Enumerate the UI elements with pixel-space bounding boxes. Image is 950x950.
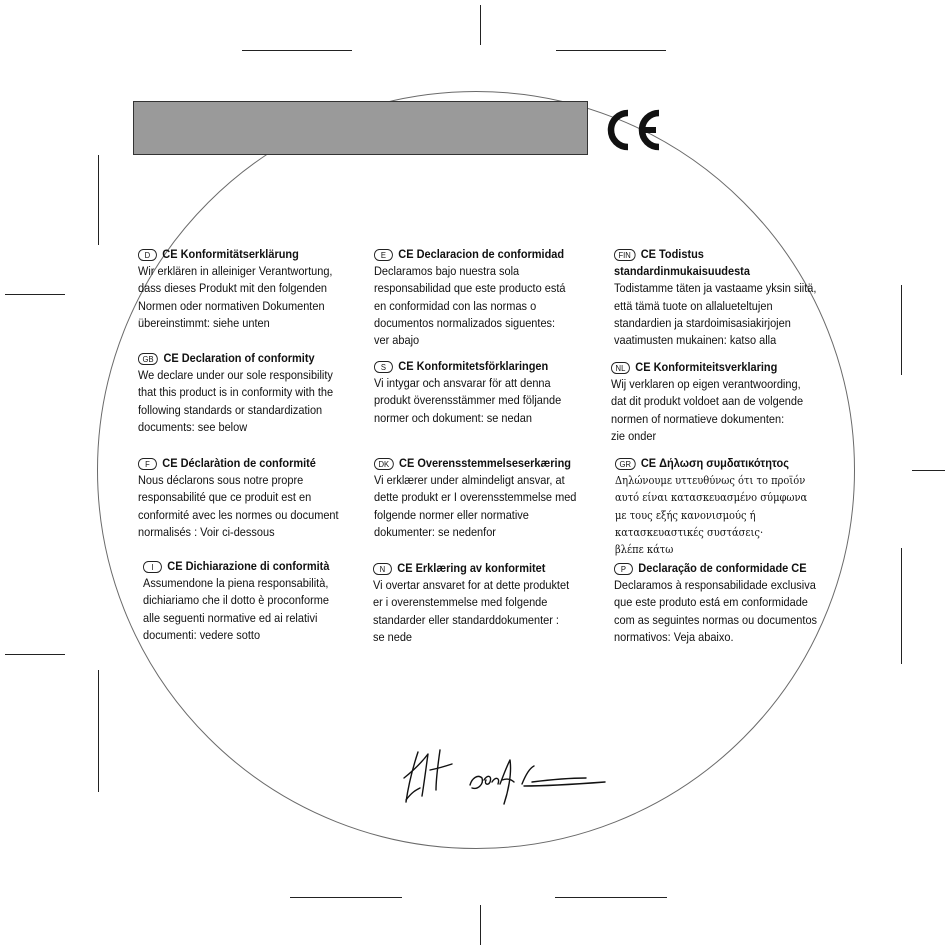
declaration-line: dette produkt er I overensstemmelse med <box>374 490 577 505</box>
declaration-title: Declaração de conformidade CE <box>638 561 807 575</box>
signature-image <box>400 740 615 810</box>
declaration-line: Declaramos bajo nuestra sola <box>374 264 520 279</box>
declaration-title-continued: standardinmukaisuudesta <box>614 264 750 279</box>
declaration-line: se nede <box>373 629 413 644</box>
crop-mark-right-mid <box>912 470 945 471</box>
declaration-e <box>374 246 565 349</box>
declaration-gr <box>615 455 807 558</box>
country-code-badge: I <box>143 561 162 573</box>
declaration-line: que este produto está em conformidade <box>614 595 808 610</box>
country-code-badge: F <box>138 458 157 470</box>
declaration-line: documentos normalizados siguentes: <box>374 315 556 330</box>
declaration-nl <box>611 359 803 445</box>
declaration-line: dokumenter: se nedenfor <box>374 524 496 539</box>
declaration-line: Vi erklærer under almindeligt ansvar, at <box>374 473 565 488</box>
declaration-line: Wir erklären in alleiniger Verantwortung, <box>138 264 333 279</box>
crop-mark-top <box>480 5 481 45</box>
declaration-line: ver abajo <box>374 333 420 348</box>
crop-mark-bottom <box>480 905 481 945</box>
crop-mark-bottom-left <box>290 897 402 898</box>
country-code-badge: P <box>614 563 633 575</box>
country-code-badge: S <box>374 361 393 373</box>
declaration-title: CE Konformiteitsverklaring <box>635 360 778 374</box>
declaration-title: CE Erklæring av konformitet <box>397 561 546 575</box>
declaration-title: CE Overensstemmelseserkæring <box>399 456 571 470</box>
declaration-line: dat dit produkt voldoet aan de volgende <box>611 394 804 409</box>
crop-mark-left-a <box>5 294 65 295</box>
country-code-badge: DK <box>374 458 394 470</box>
declaration-title: CE Konformitätserklärung <box>162 247 299 261</box>
declaration-title: CE Dichiarazione di conformità <box>167 559 330 573</box>
declaration-line: βλέπε κάτω <box>615 543 674 557</box>
declaration-line: αυτό είναι κατασκευασμένο σύμφωνα <box>615 491 808 505</box>
declaration-line: übereinstimmt: siehe unten <box>138 315 270 330</box>
declaration-line: We declare under our sole responsibility <box>138 368 333 383</box>
crop-mark-left-b <box>5 654 65 655</box>
declaration-line: Wij verklaren op eigen verantwoording, <box>611 377 801 392</box>
declaration-line: responsabilidad que este producto está <box>374 281 566 296</box>
declaration-title: CE Déclaràtion de conformité <box>162 456 316 470</box>
declaration-line: vaatimusten mukainen: katso alla <box>614 333 777 348</box>
declaration-line: normen of normatieve dokumenten: <box>611 411 785 426</box>
crop-mark-right-lower <box>901 548 902 664</box>
declaration-line: Δηλώνουμε υττευθύνως ότι το προϊόν <box>615 474 806 488</box>
declaration-line: that this product is in conformity with the <box>138 385 334 400</box>
declaration-line: dass dieses Produkt mit den folgenden <box>138 281 328 296</box>
declaration-line: responsabilité que ce produit est en <box>138 490 312 505</box>
declaration-line: Todistamme täten ja vastaame yksin siitä, <box>614 281 817 296</box>
declaration-line: Vi overtar ansvaret for at dette produktet <box>373 578 570 593</box>
declaration-line: com as seguintes normas ou documentos <box>614 612 818 627</box>
declaration-title: CE Δήλωση συμδατικότητος <box>640 456 789 470</box>
declaration-s <box>374 358 561 427</box>
declaration-gb <box>138 350 333 436</box>
declaration-line: en conformidad con las normas o <box>374 298 537 313</box>
declaration-line: dichiariamo che il dotto è proconforme <box>143 593 329 608</box>
declaration-line: er i overenstemmelse med folgende <box>373 595 548 610</box>
ce-mark-logo <box>599 103 663 157</box>
declaration-title: CE Todistus <box>640 247 704 261</box>
declaration-title: CE Declaracion de conformidad <box>398 247 565 261</box>
declaration-f <box>138 455 339 541</box>
declaration-title: CE Konformitetsförklaringen <box>398 359 549 373</box>
declaration-line: κατασκευαστικές συστάσεις· <box>615 525 764 539</box>
declaration-line: conformité avec les normes ou document <box>138 507 339 522</box>
declaration-line: folgende normer eller normative <box>374 507 529 522</box>
declaration-p <box>614 560 817 646</box>
declaration-line: Assumendone la piena responsabilità, <box>143 576 329 591</box>
declaration-dk <box>374 455 576 541</box>
country-code-badge: NL <box>611 362 630 374</box>
country-code-badge: N <box>373 563 392 575</box>
crop-mark-top-left <box>242 50 352 51</box>
crop-mark-top-right <box>556 50 666 51</box>
country-code-badge: D <box>138 249 157 261</box>
declaration-line: standardien ja stardoimisasiakirjojen <box>614 315 791 330</box>
declaration-line: following standards or standardization <box>138 402 323 417</box>
country-code-badge: GR <box>615 458 635 470</box>
declaration-line: Vi intygar och ansvarar för att denna <box>374 376 551 391</box>
declaration-line: normer och dokument: se nedan <box>374 410 532 425</box>
declaration-line: με τους εξής κανονισμούς ή <box>615 508 756 522</box>
declaration-line: produkt överensstämmer med följande <box>374 393 562 408</box>
declaration-line: Normen oder normativen Dokumenten <box>138 298 325 313</box>
declaration-line: standarder eller standarddokumenter : <box>373 612 559 627</box>
declaration-line: Declaramos à responsabilidade exclusiva <box>614 578 816 593</box>
declaration-line: alle seguenti normative ed ai relativi <box>143 610 318 625</box>
country-code-badge: FIN <box>614 249 635 261</box>
declaration-line: normalisés : Voir ci-dessous <box>138 524 275 539</box>
crop-mark-left-upper <box>98 155 99 245</box>
country-code-badge: E <box>374 249 393 261</box>
declaration-line: Nous déclarons sous notre propre <box>138 473 304 488</box>
declaration-line: normativos: Veja abaixo. <box>614 629 734 644</box>
declaration-title: CE Declaration of conformity <box>163 351 315 365</box>
declaration-fin <box>614 246 816 349</box>
declaration-line: zie onder <box>611 428 657 443</box>
declaration-i <box>143 558 329 644</box>
declaration-n <box>373 560 569 646</box>
declaration-line: documents: see below <box>138 419 248 434</box>
declaration-line: documenti: vedere sotto <box>143 627 261 642</box>
crop-mark-right-upper <box>901 285 902 375</box>
title-bar <box>133 101 588 155</box>
crop-mark-bottom-right <box>555 897 667 898</box>
declaration-de <box>138 246 332 332</box>
country-code-badge: GB <box>138 353 158 365</box>
declaration-line: että tämä tuote on allalueteltujen <box>614 298 773 313</box>
crop-mark-left-lower <box>98 670 99 792</box>
